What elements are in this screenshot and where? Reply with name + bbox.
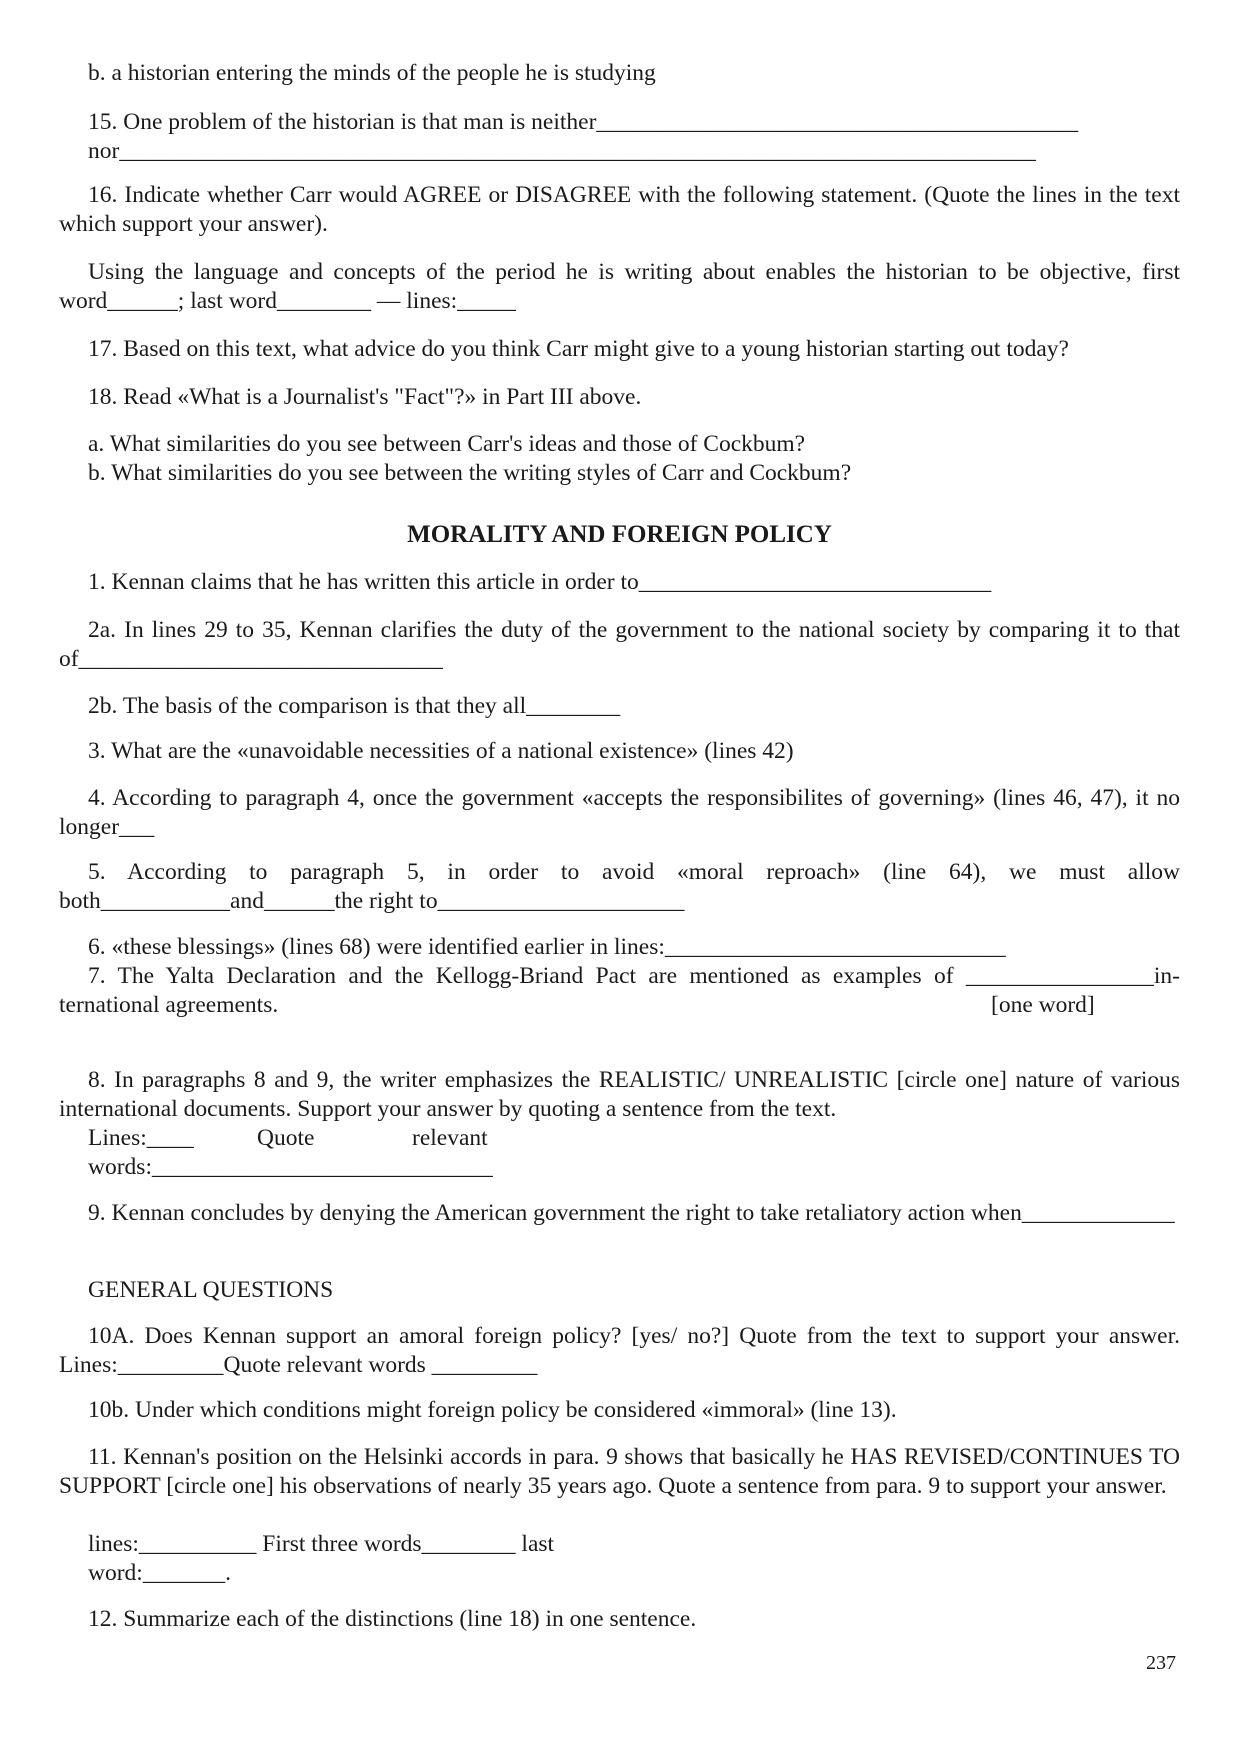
morality-question-11-answer [59, 1530, 1180, 1588]
question-14b: b. a historian entering the minds of the people he is studying [88, 60, 656, 86]
morality-question-4: 4. According to paragraph 4, once the government «accepts the responsibilites of governing» (lines 46, 47), it no longer___ [59, 785, 1180, 840]
morality-question-7-line-1: 7. The Yalta Declaration and the Kellogg-Briand Pact are mentioned as examples of ________________in- [88, 963, 1180, 989]
morality-question-11: 11. Kennan's position on the Helsinki accords in para. 9 shows that basically he HAS REVISED/CONTINUES TO SUPPORT [circle one] his observations of nearly 35 years ago. Quote a sentence from para. 9 to support your answer. [59, 1444, 1180, 1499]
morality-question-11-word: word:_______. [88, 1560, 231, 1586]
question-15-line-2: nor______________________________________________________________________________ [88, 138, 1036, 164]
question-18-parts [59, 430, 1180, 488]
question-16: 16. Indicate whether Carr would AGREE or DISAGREE with the following statement. (Quote the lines in the text which support your answer). [59, 182, 1180, 237]
morality-question-8-relevant: relevant [412, 1125, 488, 1151]
morality-question-7-text: ternational agreements. [59, 992, 279, 1018]
morality-question-2a: 2a. In lines 29 to 35, Kennan clarifies the duty of the government to the national society by comparing it to that of_______________________________ [59, 617, 1180, 672]
morality-question-10a: 10A. Does Kennan support an amoral foreign policy? [yes/ no?] Quote from the text to support your answer. Lines:_________Quote relevant words _________ [59, 1323, 1180, 1378]
general-questions-heading: GENERAL QUESTIONS [88, 1277, 334, 1303]
morality-question-3: 3. What are the «unavoidable necessities of a national existence» (lines 42) [88, 738, 794, 764]
morality-question-7-note: [one word] [991, 992, 1095, 1018]
morality-question-6-7 [59, 933, 1180, 1020]
morality-question-8-quote: Quote [257, 1125, 315, 1151]
morality-question-2b: 2b. The basis of the comparison is that they all________ [88, 693, 621, 719]
morality-question-12: 12. Summarize each of the distinctions (line 18) in one sentence. [88, 1606, 697, 1632]
morality-question-5: 5. According to paragraph 5, in order to avoid «moral reproach» (line 64), we must allow both___________and______the right to_____________________ [59, 859, 1180, 914]
morality-question-7-line-2 [59, 991, 1180, 1020]
morality-question-9: 9. Kennan concludes by denying the American government the right to take retaliatory action when_____________ [88, 1200, 1175, 1226]
morality-question-8: 8. In paragraphs 8 and 9, the writer emphasizes the REALISTIC/ UNREALISTIC [circle one] nature of various international documents. Support your answer by quoting a sentence from the text. [59, 1067, 1180, 1122]
morality-question-8-answer [59, 1124, 1180, 1182]
morality-question-10b: 10b. Under which conditions might foreign policy be considered «immoral» (line 13). [88, 1397, 897, 1423]
question-18b: b. What similarities do you see between the writing styles of Carr and Cockbum? [88, 460, 852, 486]
question-18a: a. What similarities do you see between Carr's ideas and those of Cockbum? [88, 431, 806, 457]
question-16-statement: Using the language and concepts of the period he is writing about enables the historian to be objective, first word______; last word________ — lines:_____ [59, 259, 1180, 314]
question-15 [59, 108, 1180, 166]
question-17: 17. Based on this text, what advice do you think Carr might give to a young historian starting out today? [88, 336, 1069, 362]
morality-question-1: 1. Kennan claims that he has written this article in order to______________________________ [88, 569, 992, 595]
morality-question-11-lines: lines:__________ First three words________ last [88, 1531, 555, 1557]
morality-question-8-lines: Lines:____ [88, 1125, 194, 1151]
page-number: 237 [1146, 1652, 1176, 1674]
question-18: 18. Read «What is a Journalist's "Fact"?» in Part III above. [88, 384, 642, 410]
morality-question-8-words: words:_____________________________ [88, 1154, 493, 1180]
section-title: MORALITY AND FOREIGN POLICY [407, 521, 832, 548]
question-15-line-1: 15. One problem of the historian is that man is neither_________________________________________ [88, 109, 1079, 135]
morality-question-6: 6. «these blessings» (lines 68) were identified earlier in lines:_____________________________ [88, 934, 1006, 960]
morality-question-8-fields [59, 1124, 1180, 1153]
